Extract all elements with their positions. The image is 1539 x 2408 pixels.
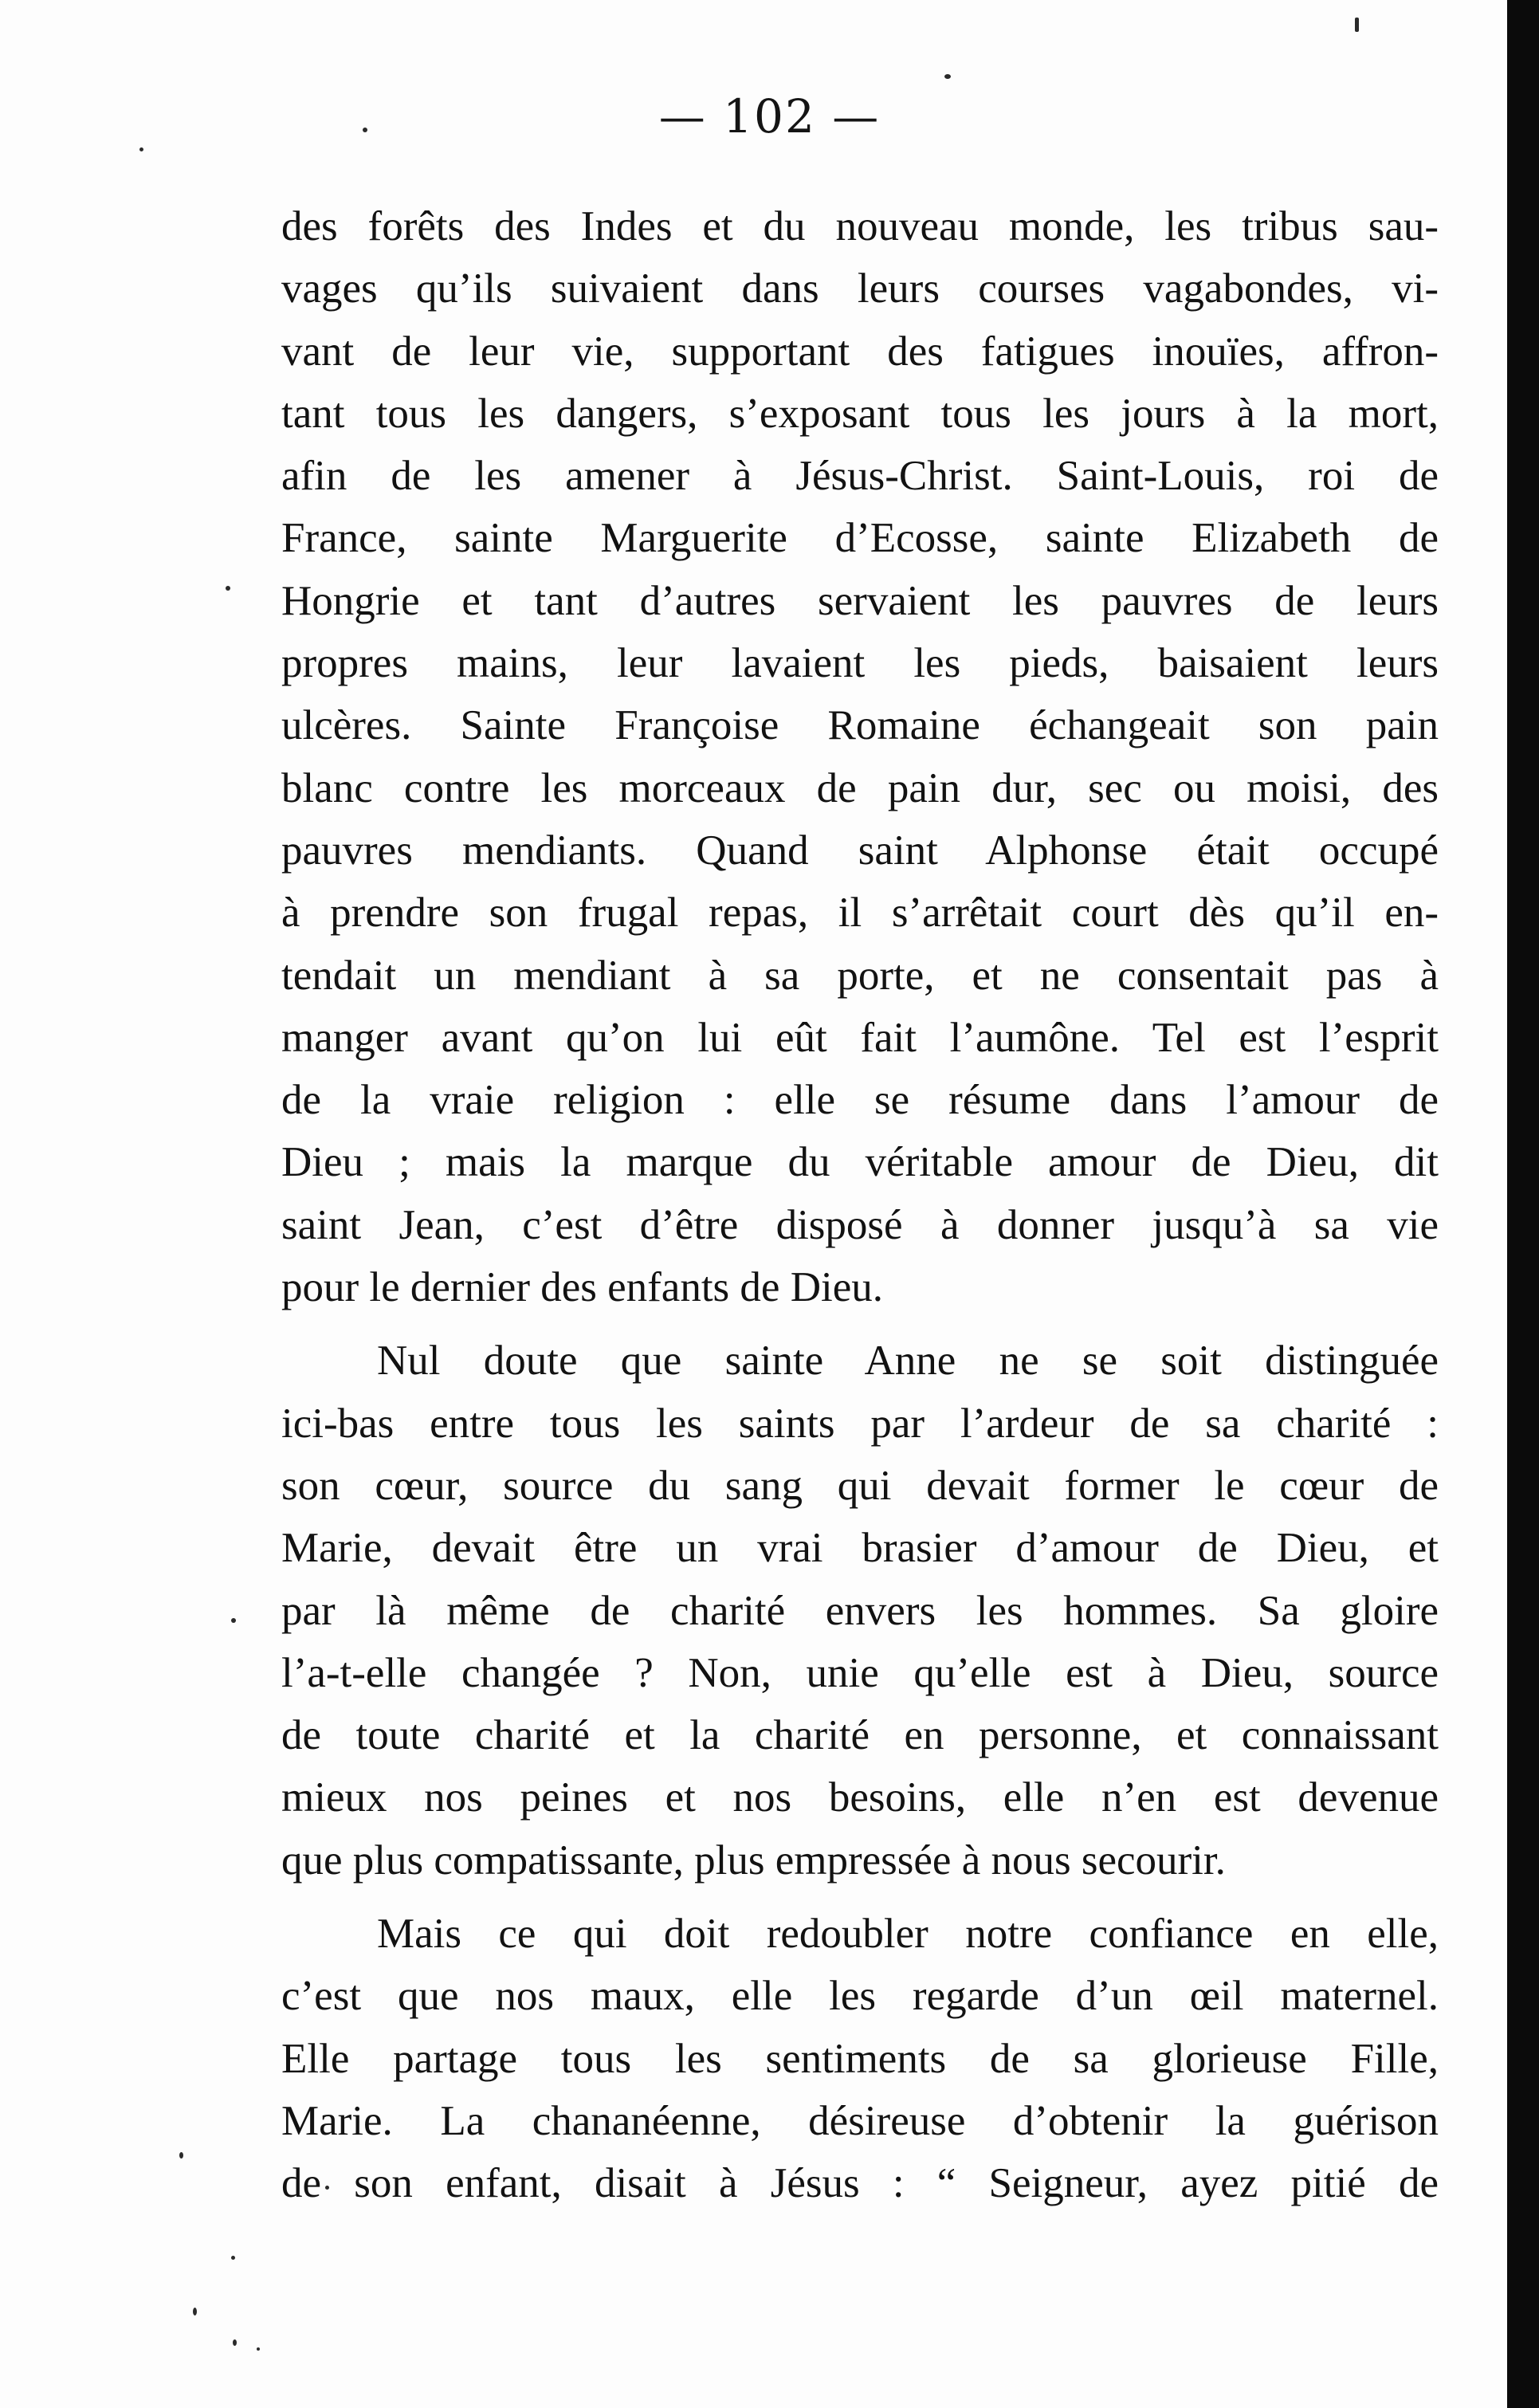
scan-speck <box>231 1618 236 1623</box>
text-line: l’a-t-elle changée ? Non, unie qu’elle est à Dieu, source <box>281 1649 1439 1696</box>
text-line: c’est que nos maux, elle les regarde d’un œil maternel. <box>281 1973 1439 2020</box>
text-line: France, sainte Marguerite d’Ecosse, sainte Elizabeth de <box>281 515 1439 562</box>
text-line: Nul doute que sainte Anne ne se soit distinguée <box>377 1338 1439 1385</box>
text-line: vant de leur vie, supportant des fatigues inouïes, affron- <box>281 328 1439 375</box>
scan-speck <box>179 2152 183 2159</box>
text-line: Hongrie et tant d’autres servaient les pauvres de leurs <box>281 577 1439 624</box>
text-line: par là même de charité envers les hommes. Sa gloire <box>281 1587 1439 1634</box>
text-line: mieux nos peines et nos besoins, elle n’en est devenue <box>281 1774 1439 1821</box>
scan-speck <box>257 2347 260 2351</box>
text-line: à prendre son frugal repas, il s’arrêtait court dès qu’il en- <box>281 890 1439 937</box>
text-line: tant tous les dangers, s’exposant tous les jours à la mort, <box>281 390 1439 437</box>
paragraph-gap <box>281 1891 1439 1903</box>
text-line: que plus compatissante, plus empressée à nous secourir. <box>281 1836 1226 1884</box>
scan-speck <box>139 147 143 151</box>
text-line: de son enfant, disait à Jésus : “ Seigneur, ayez pitié de <box>281 2160 1439 2207</box>
text-line: afin de les amener à Jésus-Christ. Saint-Louis, roi de <box>281 453 1439 500</box>
paragraph-2 <box>281 1330 1439 1891</box>
paragraph-gap <box>281 1318 1439 1330</box>
text-line: ici-bas entre tous les saints par l’ardeur de sa charité : <box>281 1400 1439 1447</box>
scan-speck <box>944 74 951 79</box>
text-line: des forêts des Indes et du nouveau monde, les tribus sau- <box>281 203 1439 249</box>
text-line: propres mains, leur lavaient les pieds, baisaient leurs <box>281 640 1439 687</box>
text-line: manger avant qu’on lui eût fait l’aumône. Tel est l’esprit <box>281 1014 1439 1061</box>
text-line: ulcères. Sainte Françoise Romaine échangeait son pain <box>281 702 1439 749</box>
text-line: tendait un mendiant à sa porte, et ne consentait pas à <box>281 952 1439 999</box>
text-line: Mais ce qui doit redoubler notre confiance en elle, <box>377 1911 1439 1958</box>
text-line: son cœur, source du sang qui devait former le cœur de <box>281 1462 1439 1509</box>
text-line: saint Jean, c’est d’être disposé à donner jusqu’à sa vie <box>281 1201 1439 1248</box>
page-number: — 102 — <box>658 89 881 143</box>
scan-speck <box>231 2256 235 2260</box>
scan-speck <box>226 586 230 591</box>
scan-speck <box>233 2339 237 2346</box>
text-line: vages qu’ils suivaient dans leurs courses vagabondes, vi- <box>281 265 1439 312</box>
text-line: pauvres mendiants. Quand saint Alphonse était occupé <box>281 827 1439 874</box>
text-line: pour le dernier des enfants de Dieu. <box>281 1264 883 1311</box>
scan-speck <box>1355 18 1359 32</box>
paragraph-3 <box>281 1903 1439 2214</box>
text-line: Marie. La chananéenne, désireuse d’obtenir la guérison <box>281 2097 1439 2144</box>
text-line: de toute charité et la charité en personne, et connaissant <box>281 1712 1439 1759</box>
text-line: Dieu ; mais la marque du véritable amour de Dieu, dit <box>281 1139 1439 1186</box>
text-line: Elle partage tous les sentiments de sa glorieuse Fille, <box>281 2035 1439 2082</box>
paragraph-1 <box>281 195 1439 1318</box>
text-line: de la vraie religion : elle se résume dans l’amour de <box>281 1077 1439 1124</box>
text-line: blanc contre les morceaux de pain dur, sec ou moisi, des <box>281 764 1439 811</box>
scan-edge-shadow <box>1507 0 1539 2408</box>
body-text <box>281 195 1439 2215</box>
scan-speck <box>193 2308 197 2316</box>
text-line: Marie, devait être un vrai brasier d’amour de Dieu, et <box>281 1525 1439 1572</box>
